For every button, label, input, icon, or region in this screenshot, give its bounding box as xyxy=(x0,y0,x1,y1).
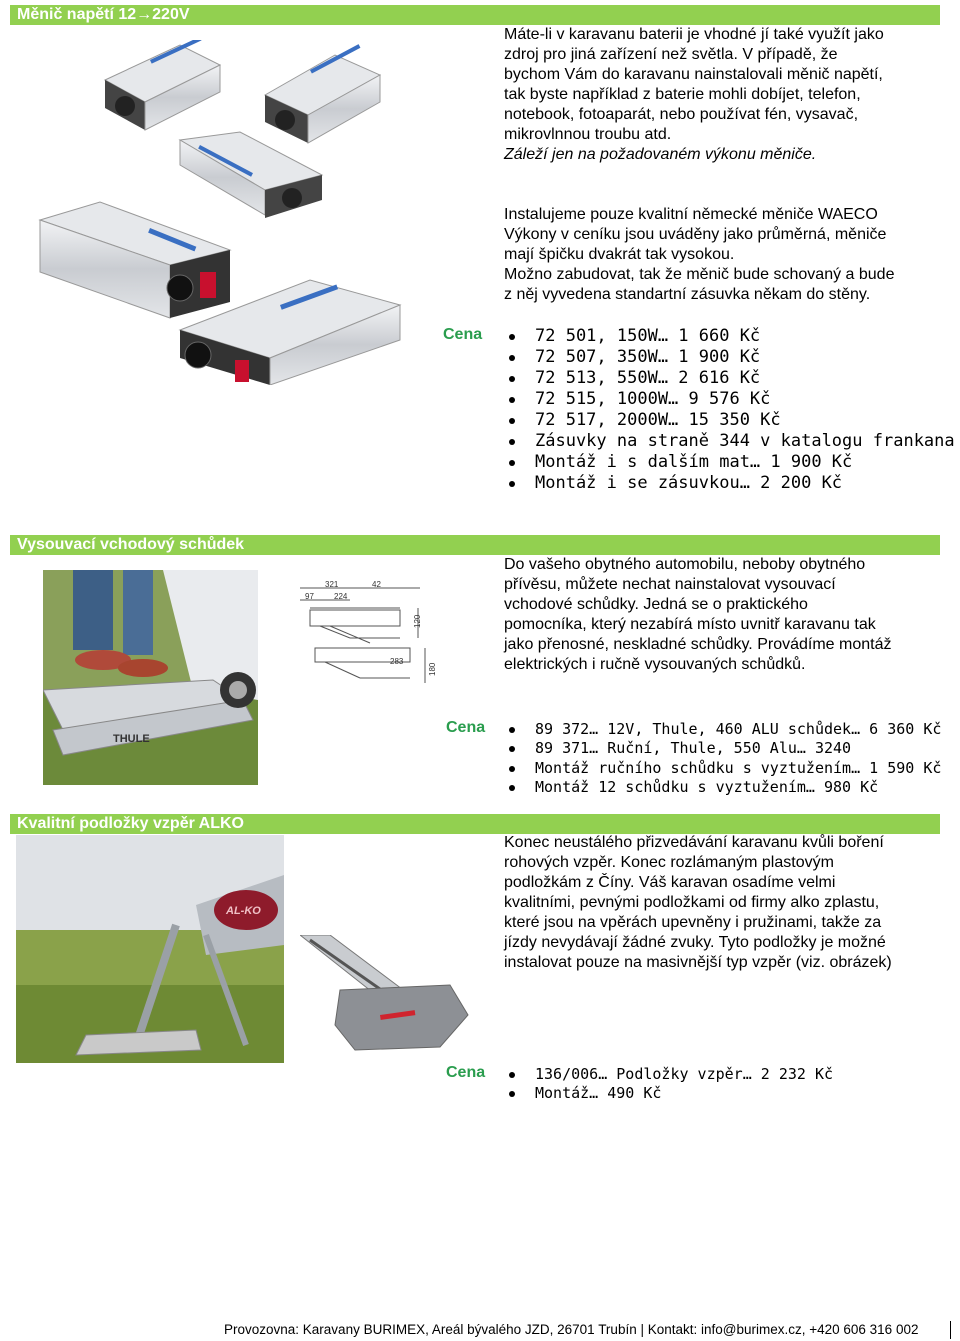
list-item: 72 517, 2000W… 15 350 Kč xyxy=(505,410,955,431)
list-item: 89 372… 12V, Thule, 460 ALU schůdek… 6 360 Kč xyxy=(505,720,941,739)
step-line-6: elektrických i ručně vysouvaných schůdků. xyxy=(504,656,806,673)
list-item: 136/006… Podložky vzpěr… 2 232 Kč xyxy=(505,1065,833,1084)
dim-180: 180 xyxy=(428,662,437,676)
pads-photo-brand: AL-KO xyxy=(226,905,261,917)
list-item: Montáž i s dalším mat… 1 900 Kč xyxy=(505,452,955,473)
pads-description xyxy=(504,833,934,973)
step-photo-brand: THULE xyxy=(113,733,150,745)
page-footer: Provozovna: Karavany BURIMEX, Areál bývalého JZD, 26701 Trubín | Kontakt: info@burimex.cz, +420 606 316 002 xyxy=(224,1322,919,1337)
inverter-power-note: Záleží jen na požadovaném výkonu měniče. xyxy=(504,146,817,163)
pads-price-list xyxy=(505,1065,833,1104)
list-item: 72 501, 150W… 1 660 Kč xyxy=(505,326,955,347)
pad-product-image xyxy=(300,935,470,1060)
footer-divider xyxy=(950,1321,951,1339)
step-technical-drawing xyxy=(290,578,440,688)
inverter-line-1: Máte-li v karavanu baterii je vhodné jí také využít jako xyxy=(504,26,884,43)
step-price-list xyxy=(505,720,941,797)
inverter-install-line-5: z něj vyvedena standartní zásuvka někam do stěny. xyxy=(504,286,871,303)
list-item: 72 515, 1000W… 9 576 Kč xyxy=(505,389,955,410)
step-line-4: pomocníka, který nezabírá místo uvnitř karavanu tak xyxy=(504,616,876,633)
inverter-price-list xyxy=(505,326,955,494)
list-item: 89 371… Ruční, Thule, 550 Alu… 3240 xyxy=(505,739,941,758)
pads-line-5: které jsou na vpěrách upevněny i pružinami, takže za xyxy=(504,914,882,931)
list-item: Montáž… 490 Kč xyxy=(505,1084,833,1103)
inverter-small-3-image xyxy=(180,132,322,218)
inverter-install-line-1: Instalujeme pouze kvalitní německé měniče WAECO xyxy=(504,206,878,223)
inverter-price-label: Cena xyxy=(443,326,483,343)
inverter-install-line-3: mají špičku dvakrát tak vysokou. xyxy=(504,246,735,263)
dim-42: 42 xyxy=(372,580,381,589)
inverter-small-2-image xyxy=(265,44,380,143)
section-header-inverter: Měnič napětí 12→220V xyxy=(10,5,940,25)
dim-97: 97 xyxy=(305,592,314,601)
pads-line-6: jízdy nevydávají žádné zvuky. Tyto podložky je možné xyxy=(504,934,886,951)
section-header-pads: Kvalitní podložky vzpěr ALKO xyxy=(10,814,940,834)
dim-120: 120 xyxy=(413,614,422,628)
list-item: 72 507, 350W… 1 900 Kč xyxy=(505,347,955,368)
list-item: Montáž ručního schůdku s vyztužením… 1 590 Kč xyxy=(505,759,941,778)
step-line-1: Do vašeho obytného automobilu, neboby obytného xyxy=(504,556,866,573)
inverter-install-line-2: Výkony v ceníku jsou uváděny jako průměrná, měniče xyxy=(504,226,887,243)
pads-photo xyxy=(16,835,284,1063)
inverter-install-note xyxy=(504,205,934,305)
pads-line-4: kvalitními, pevnými podložkami od firmy alko zplastu, xyxy=(504,894,880,911)
list-item: Zásuvky na straně 344 v katalogu frankana xyxy=(505,431,955,452)
inverter-small-1-image xyxy=(105,40,220,130)
section-header-step: Vysouvací vchodový schůdek xyxy=(10,535,940,555)
dim-283: 283 xyxy=(390,657,404,666)
pads-line-1: Konec neustálého přizvedávání karavanu kvůli boření xyxy=(504,834,884,851)
inverter-line-6: mikrovlnnou troubu atd. xyxy=(504,126,672,143)
dim-321: 321 xyxy=(325,580,339,589)
step-description xyxy=(504,555,934,675)
pads-line-2: rohových vzpěr. Konec rozlámaným plastovým xyxy=(504,854,834,871)
step-line-3: vchodové schůdky. Jedná se o praktického xyxy=(504,596,808,613)
pads-line-3: podložkám z Číny. Váš karavan osadíme velmi xyxy=(504,874,836,891)
pads-price-label: Cena xyxy=(446,1064,486,1081)
step-photo xyxy=(43,570,258,785)
inverter-description xyxy=(504,25,934,165)
list-item: 72 513, 550W… 2 616 Kč xyxy=(505,368,955,389)
list-item: Montáž i se zásuvkou… 2 200 Kč xyxy=(505,473,955,494)
pads-line-7: instalovat pouze na masivnější typ vzpěr (viz. obrázek) xyxy=(504,954,892,971)
dim-224: 224 xyxy=(334,592,348,601)
list-item: Montáž 12 schůdku s vyztužením… 980 Kč xyxy=(505,778,941,797)
inverter-images xyxy=(30,40,430,385)
step-price-label: Cena xyxy=(446,719,486,736)
inverter-install-line-4: Možno zabudovat, tak že měnič bude schovaný a bude xyxy=(504,266,895,283)
step-line-5: jako přenosné, neskladné schůdky. Provádíme montáž xyxy=(504,636,892,653)
inverter-line-2: zdroj pro jiná zařízení než světla. V případě, že xyxy=(504,46,838,63)
inverter-line-3: bychom Vám do karavanu nainstalovali měnič napětí, xyxy=(504,66,883,83)
inverter-line-5: notebook, fotoaparát, nebo používat fén, vysavač, xyxy=(504,106,859,123)
inverter-line-4: tak byste například z baterie mohli dobíjet, telefon, xyxy=(504,86,861,103)
inverter-large-1-image xyxy=(40,202,230,318)
step-line-2: přívěsu, můžete nechat nainstalovat vysouvací xyxy=(504,576,836,593)
